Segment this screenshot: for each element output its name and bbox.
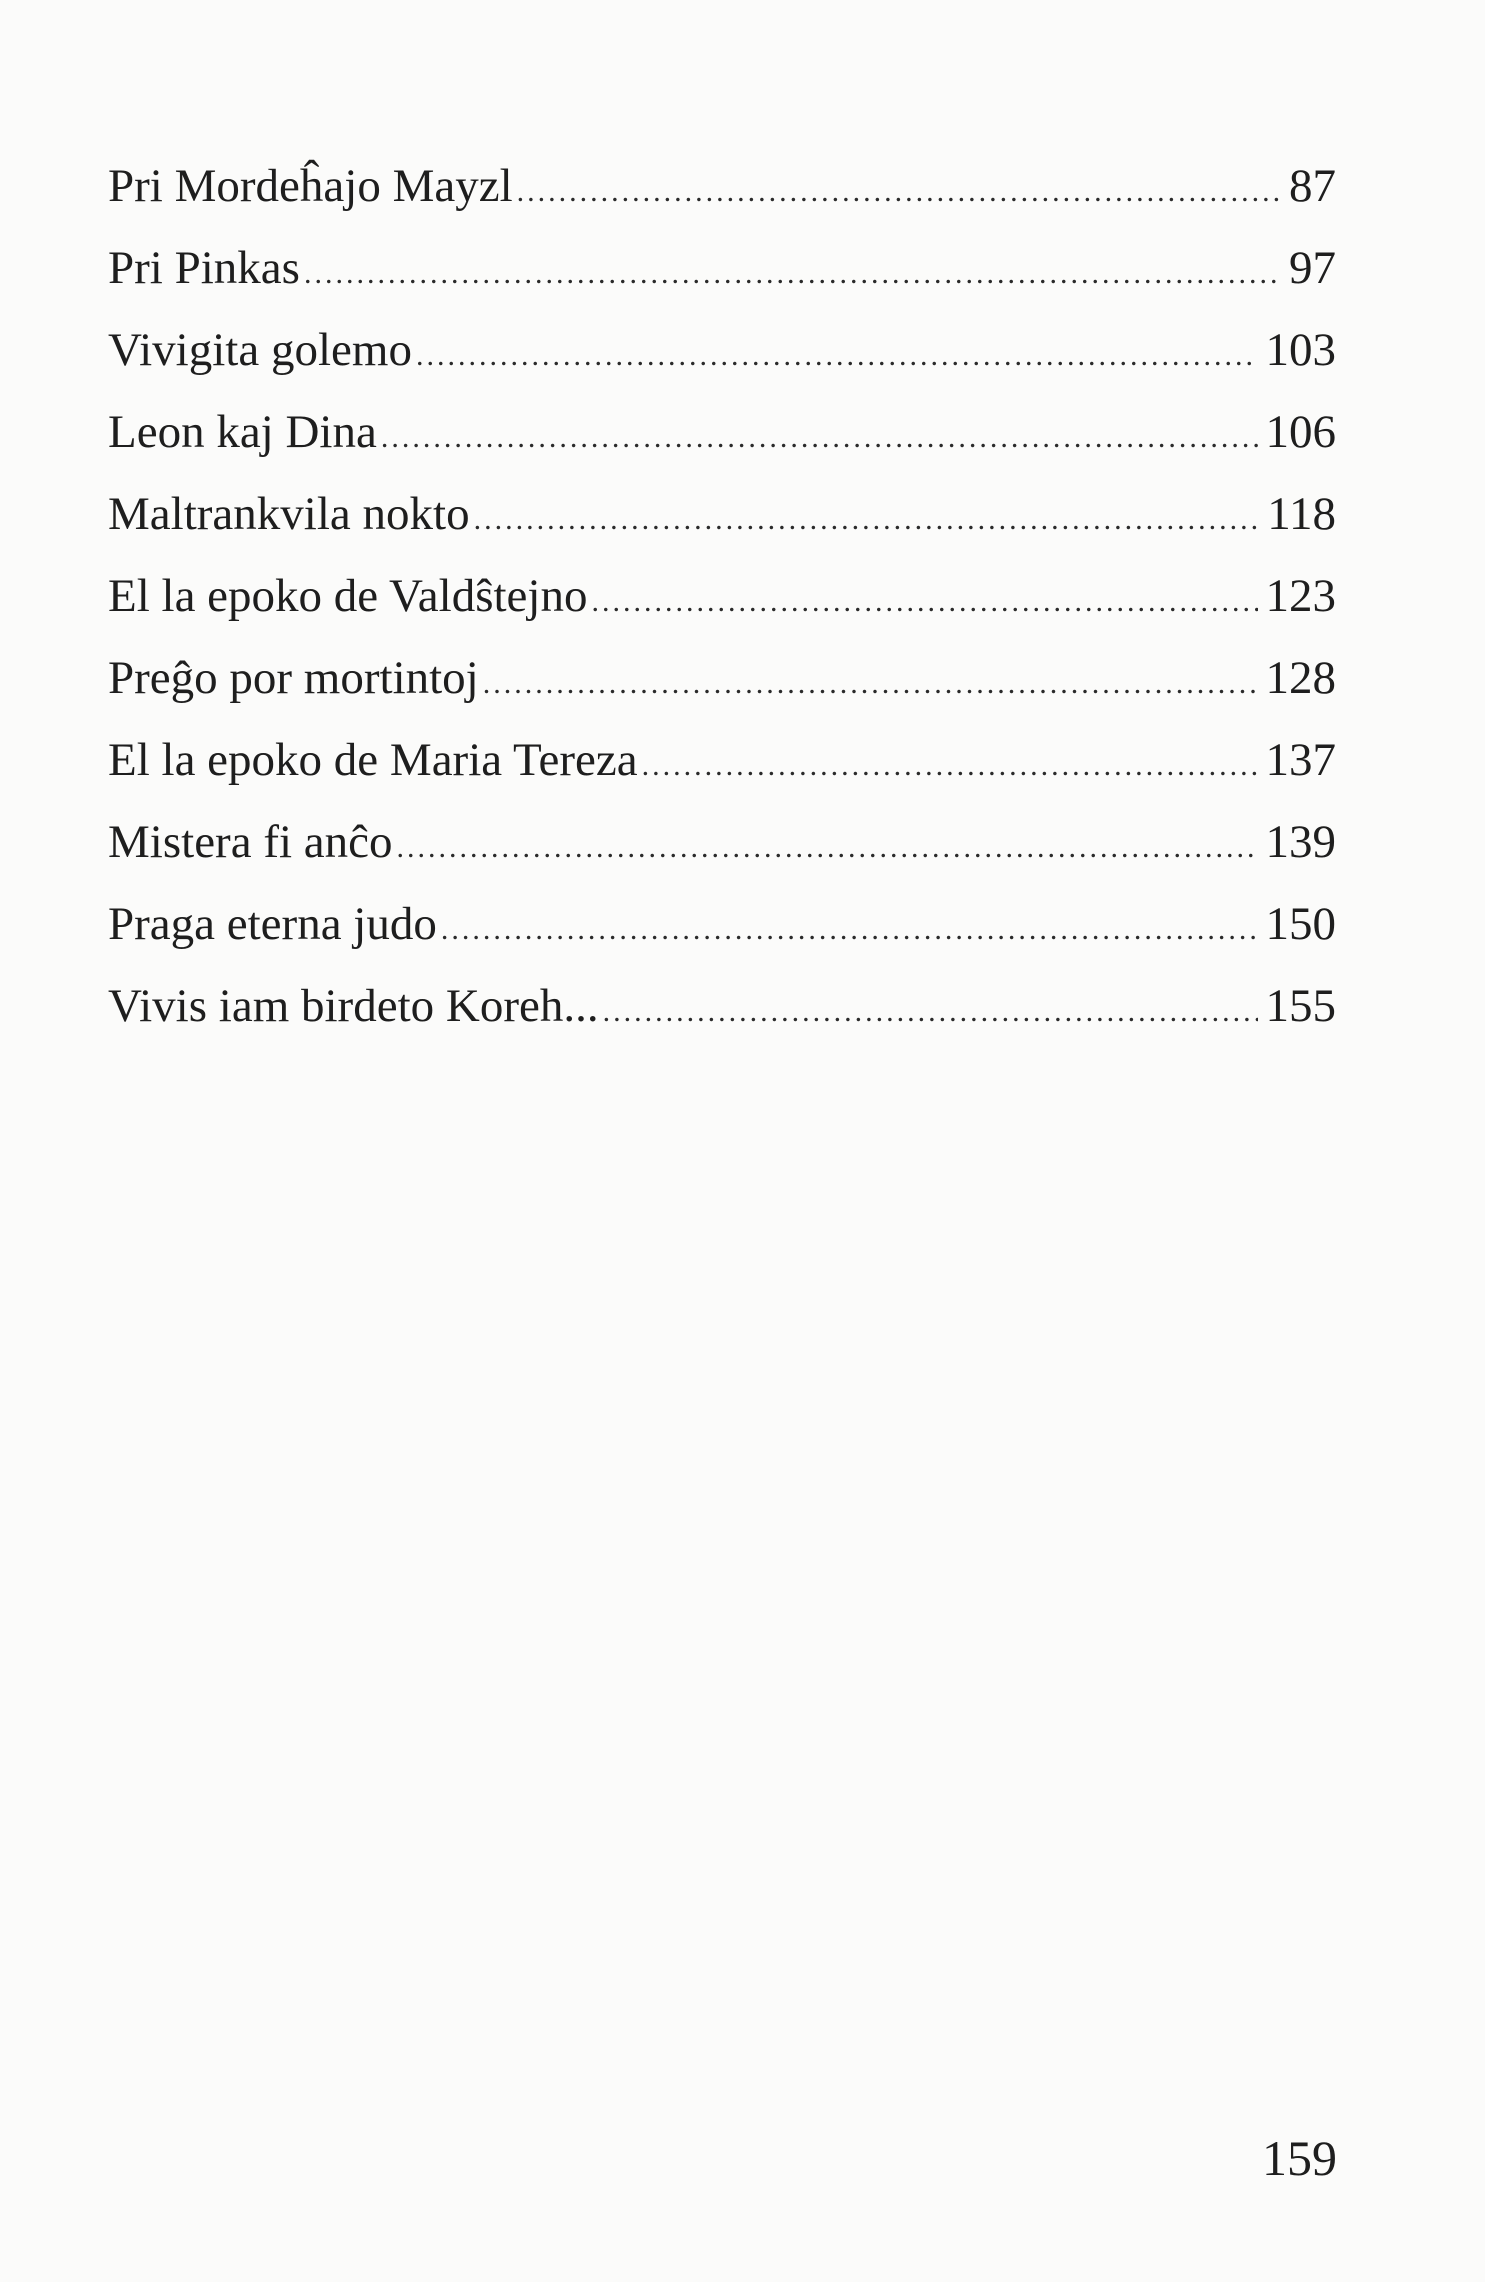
toc-entry [108, 391, 1336, 473]
toc-entry [108, 555, 1336, 637]
toc-entry-page: 139 [1265, 816, 1336, 868]
toc-entry-title: Praga eterna judo [108, 898, 437, 950]
toc-entry [108, 473, 1336, 555]
toc-entry-page: 123 [1265, 570, 1336, 622]
toc-entry-page: 128 [1265, 652, 1336, 704]
toc-entry-title: Maltrankvila nokto [108, 488, 470, 540]
toc-entry-title: Vivis iam birdeto Koreh... [108, 980, 599, 1032]
table-of-contents [108, 145, 1336, 1047]
toc-entry-title: Leon kaj Dina [108, 406, 377, 458]
dot-leader [642, 725, 1258, 807]
toc-entry [108, 719, 1336, 801]
dot-leader [603, 971, 1258, 1053]
dot-leader [474, 479, 1260, 561]
toc-entry [108, 637, 1336, 719]
dot-leader [381, 397, 1258, 479]
toc-entry-title: Pri Mordeĥajo Mayzl [108, 160, 513, 212]
toc-entry-page: 155 [1265, 980, 1336, 1032]
toc-entry [108, 965, 1336, 1047]
dot-leader [416, 315, 1258, 397]
toc-entry-page: 87 [1289, 160, 1336, 212]
dot-leader [397, 807, 1258, 889]
dot-leader [483, 643, 1258, 725]
toc-entry [108, 883, 1336, 965]
toc-entry-title: El la epoko de Valdŝtejno [108, 570, 588, 622]
toc-entry [108, 145, 1336, 227]
dot-leader [591, 561, 1257, 643]
page-number: 159 [1262, 2130, 1337, 2186]
toc-entry [108, 309, 1336, 391]
toc-entry-page: 97 [1289, 242, 1336, 294]
dot-leader [304, 233, 1281, 315]
toc-entry [108, 227, 1336, 309]
toc-entry-title: Vivigita golemo [108, 324, 412, 376]
toc-entry-title: Mistera fi anĉo [108, 816, 393, 868]
toc-entry-title: Pri Pinkas [108, 242, 300, 294]
toc-entry-page: 118 [1267, 488, 1336, 540]
toc-entry-page: 106 [1265, 406, 1336, 458]
toc-entry-page: 150 [1265, 898, 1336, 950]
toc-entry-title: El la epoko de Maria Tereza [108, 734, 638, 786]
toc-entry-page: 103 [1265, 324, 1336, 376]
toc-entry-title: Preĝo por mortintoj [108, 652, 479, 704]
dot-leader [441, 889, 1258, 971]
toc-entry-page: 137 [1265, 734, 1336, 786]
dot-leader [517, 151, 1281, 233]
toc-entry [108, 801, 1336, 883]
